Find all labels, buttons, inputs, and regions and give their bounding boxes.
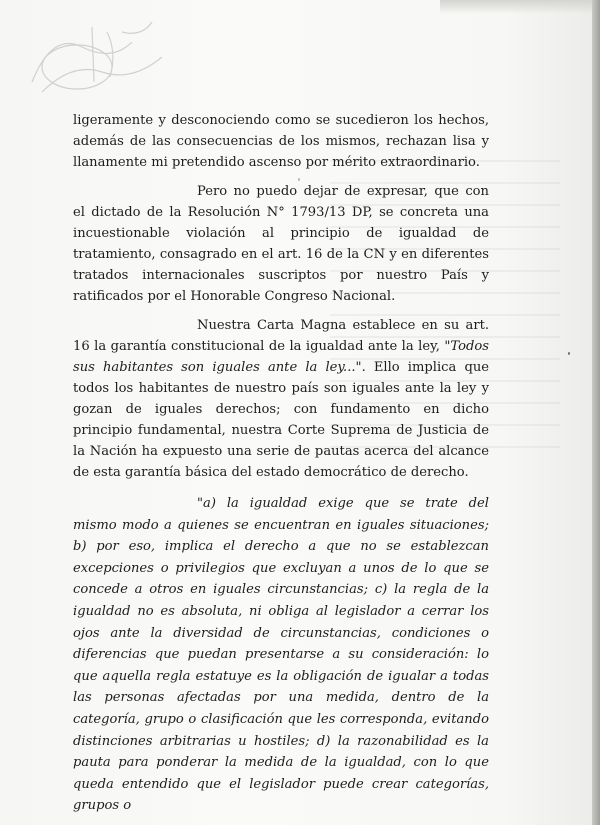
scan-top-shadow: [440, 0, 592, 14]
paragraph-rest: . Ello implica que todos los habitantes de nuestro país son iguales ante la ley y gozan de iguales derechos; con fundamento en dicho principio fundamental, nuestra Corte Suprema de Justicia de la Nación ha expuesto una serie de pautas acerca del alcance de esta garantía básica del estado democrático de derecho.: [73, 360, 490, 480]
inline-quote: "Todos sus habitantes son iguales ante la ley...": [73, 339, 489, 375]
paragraph-continuation: ligeramente y desconociendo como se sucedieron los hechos, además de las consecuencias de los mismos, rechazan lisa y llanamente mi pretendido ascenso por mérito extraordinario.: [73, 113, 489, 170]
paragraph-carta-magna: [73, 315, 489, 483]
scan-speck: [568, 352, 570, 355]
paragraph-resolution: Pero no puedo dejar de expresar, que con el dictado de la Resolución N° 1793/13 DP, se concreta una incuestionable violación al principio de igualdad de tratamiento, consagrado en el art. 16 de la CN y en diferentes tratados internacionales suscriptos por nuestro País y ratificados por el Honorable Congreso Nacional.: [73, 184, 489, 304]
scan-right-edge: [592, 0, 600, 825]
paragraph-intro: Nuestra Carta Magna establece en su art. 16 la garantía constitucional de la igualdad ante la ley,: [73, 318, 489, 354]
document-body: [73, 110, 489, 825]
block-quote-corte-suprema: "a) la igualdad exige que se trate del mismo modo a quienes se encuentran en iguales situaciones; b) por eso, implica el derecho a que no se establezcan excepciones o privilegios que excluyan a unos de lo que se concede a otros en iguales circunstancias; c) la regla de la igualdad no es absoluta, ni obliga al legislador a cerrar los ojos ante la diversidad de circunstancias, condiciones o diferencias que puedan presentarse a su consideración: lo que aquella regla estatuye es la obligación de igualar a todas las personas afectadas por una medida, dentro de la categoría, grupo o clasificación que les corresponda, evitando distinciones arbitrarias u hostiles; d) la razonabilidad es la pauta para ponderar la medida de la igualdad, con lo que queda entendido que el legislador puede crear categorías, grupos o: [73, 496, 489, 814]
faded-stamp-icon: [22, 12, 172, 112]
